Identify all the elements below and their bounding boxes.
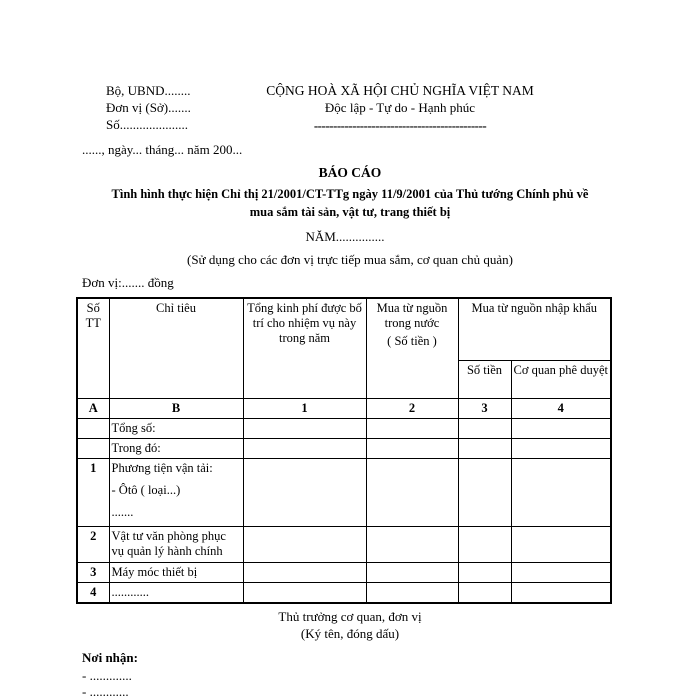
header-import: Mua từ nguồn nhập khẩu: [458, 298, 611, 360]
report-subtitle-line1: Tình hình thực hiện Chỉ thị 21/2001/CT-TTg ngày 11/9/2001 của Thủ tướng Chính phủ về: [111, 187, 589, 201]
header-divider: ---------------------------------------------: [313, 118, 487, 133]
row-criteria-line: .......: [111, 504, 134, 519]
table-row: [77, 438, 611, 458]
date-line: ......, ngày... tháng... năm 200...: [82, 142, 243, 157]
header-import-agency: Cơ quan phê duyệt: [511, 360, 611, 398]
code-cell: 2: [366, 398, 458, 418]
row-criteria: [109, 526, 243, 562]
header-domestic-label: Mua từ nguồn trong nước: [376, 301, 448, 330]
row-criteria-line: - Ôtô ( loại...): [111, 482, 181, 497]
row-criteria: Máy móc thiết bị: [109, 562, 243, 582]
code-cell: B: [109, 398, 243, 418]
row-criteria-line: Vật tư văn phòng phục: [111, 528, 226, 543]
report-table: [76, 297, 612, 604]
header-total-budget: Tổng kinh phí được bố trí cho nhiệm vụ này trong năm: [243, 298, 366, 398]
header-domestic: [366, 298, 458, 398]
national-motto: Độc lập - Tự do - Hạnh phúc: [324, 100, 476, 115]
code-cell: 1: [243, 398, 366, 418]
table-row: [77, 562, 611, 582]
ministry-field: Bộ, UBND........: [106, 83, 191, 98]
header-row-1: [77, 298, 611, 360]
table-row: [77, 582, 611, 603]
header-import-amount: Số tiền: [458, 360, 511, 398]
table-row: [77, 526, 611, 562]
code-cell: 4: [511, 398, 611, 418]
row-criteria: Trong đó:: [109, 438, 243, 458]
row-criteria: Tổng số:: [109, 418, 243, 438]
document-number-field: Số.....................: [106, 117, 188, 132]
recipient-item: - .............: [82, 668, 132, 683]
table-row: [77, 458, 611, 526]
code-cell: 3: [458, 398, 511, 418]
row-no: [77, 438, 109, 458]
row-criteria-line: Phương tiện vận tải:: [111, 460, 213, 475]
report-year: NĂM...............: [305, 229, 385, 244]
row-no: 4: [77, 582, 109, 603]
signature-note: (Ký tên, đóng dấu): [300, 626, 400, 641]
header-criteria: Chỉ tiêu: [109, 298, 243, 398]
signature-title: Thủ trưởng cơ quan, đơn vị: [278, 609, 422, 624]
header-domestic-unit: ( Số tiền ): [387, 334, 437, 348]
unit-field: Đơn vị (Sở).......: [106, 100, 191, 115]
row-no: [77, 418, 109, 438]
code-cell: A: [77, 398, 109, 418]
header-no: Số TT: [77, 298, 109, 398]
country-name: CỘNG HOÀ XÃ HỘI CHỦ NGHĨA VIỆT NAM: [266, 83, 534, 98]
row-no: 1: [77, 458, 109, 526]
row-criteria-line: vụ quản lý hành chính: [111, 543, 223, 558]
row-criteria: ............: [109, 582, 243, 603]
report-title: BÁO CÁO: [318, 165, 382, 180]
table-row: [77, 418, 611, 438]
usage-note: (Sử dụng cho các đơn vị trực tiếp mua sắm, cơ quan chủ quản): [186, 252, 514, 267]
report-subtitle-line2: mua sắm tài sản, vật tư, trang thiết bị: [249, 205, 451, 219]
currency-unit-line: Đơn vị:....... đồng: [82, 275, 174, 290]
code-row: [77, 398, 611, 418]
recipients-label: Nơi nhận:: [82, 650, 138, 665]
recipient-item: - ............: [82, 684, 129, 699]
row-no: 3: [77, 562, 109, 582]
row-criteria: [109, 458, 243, 526]
row-no: 2: [77, 526, 109, 562]
